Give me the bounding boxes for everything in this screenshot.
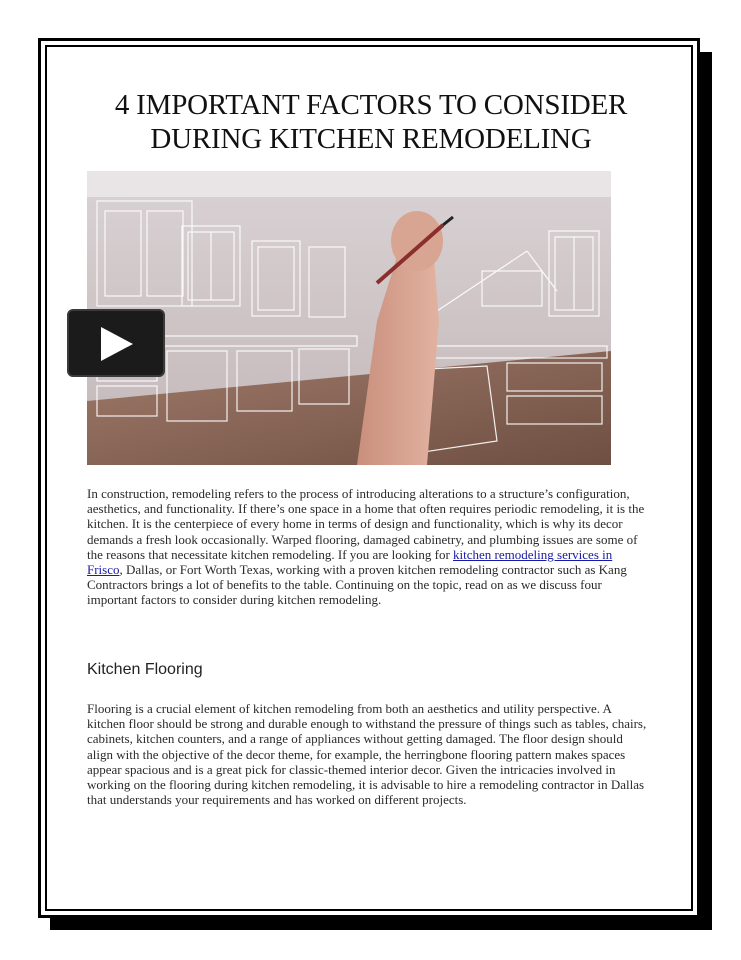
- video-play-button[interactable]: [67, 309, 165, 377]
- intro-paragraph: [87, 486, 647, 608]
- intro-text-after-link: , Dallas, or Fort Worth Texas, working with a proven kitchen remodeling contractor such as Kang Contractors brings a lot of benefits to the table. Continuing on the topic, read on as we discuss four important factors to consider during kitchen remodeling.: [87, 562, 627, 608]
- page-title: [60, 88, 682, 156]
- title-line-1: 4 IMPORTANT FACTORS TO CONSIDER: [114, 89, 628, 121]
- title-line-2: DURING KITCHEN REMODELING: [150, 123, 592, 155]
- section-heading-kitchen-flooring: Kitchen Flooring: [87, 661, 203, 678]
- kitchen-sketch-illustration: [87, 171, 611, 465]
- hero-image: [87, 171, 611, 465]
- intro-text-before-link: In construction, remodeling refers to the process of introducing alterations to a structure’s configuration, aesthetics, and functionality. If there’s one space in a home that often requires periodic remodeling, it is the kitchen. It is the centerpiece of every home in terms of design and functionality, which is why its decor demands a fresh look occasionally. Warped flooring, damaged cabinetry, and plumbing issues are some of the reasons that necessitate kitchen remodeling. If you are looking for: [87, 486, 645, 562]
- play-icon: [99, 326, 135, 362]
- flooring-paragraph: Flooring is a crucial element of kitchen remodeling from both an aesthetics and utility perspective. A kitchen floor should be strong and durable enough to withstand the pressure of things such as tables, chairs, cabinets, kitchen counters, and a range of appliances without getting damaged. The floor design should align with the objective of the decor theme, for example, the herringbone flooring pattern makes spaces appear spacious and is a great pick for classic-themed interior decor. Given the intricacies involved in working on the flooring during kitchen remodeling, it is advisable to hire a remodeling contractor in Dallas that understands your requirements and has worked on different projects.: [87, 701, 647, 808]
- kitchen-remodeling-frisco-link[interactable]: kitchen remodeling services in Frisco: [87, 546, 613, 578]
